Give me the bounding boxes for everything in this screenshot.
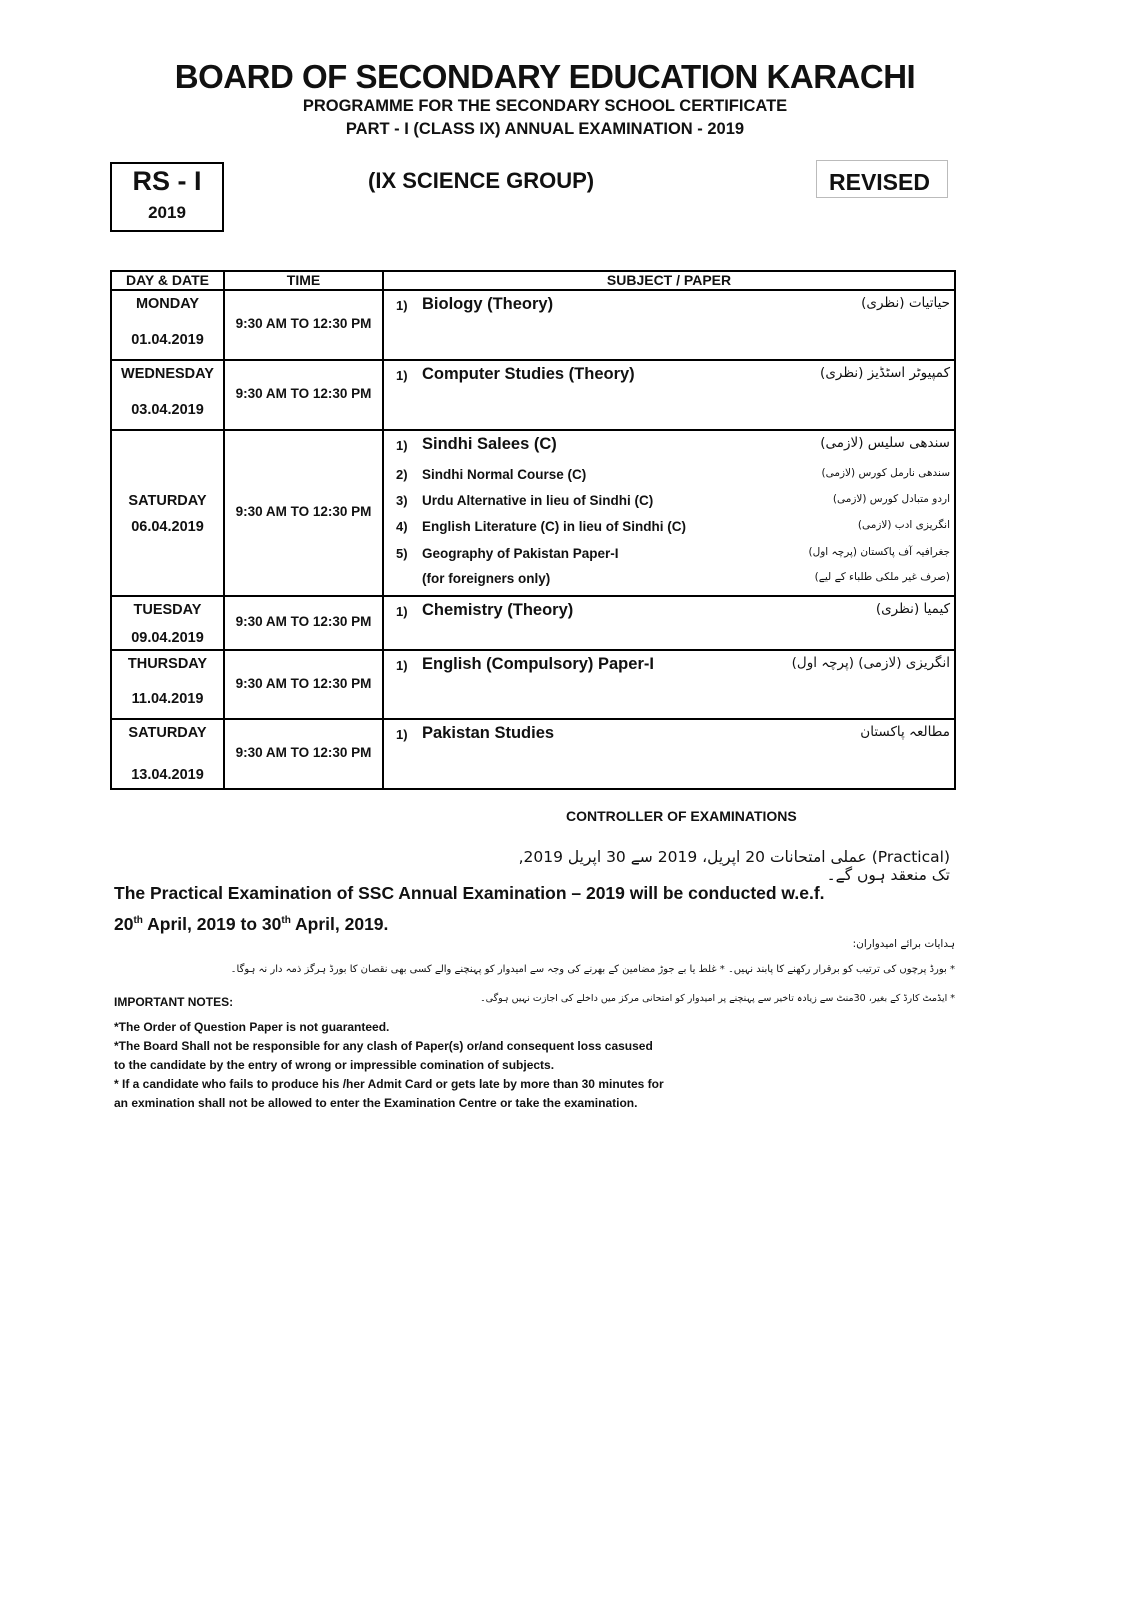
subject-name: English (Compulsory) Paper-I: [422, 655, 654, 673]
day-date-cell: [111, 360, 224, 430]
practical-middle: April, 2019 to 30: [142, 913, 282, 934]
subject-name-urdu: مطالعہ پاکستان: [860, 724, 950, 740]
subject-entry: [384, 655, 954, 677]
subject-name: Pakistan Studies: [422, 724, 555, 742]
day-date-cell: [111, 430, 224, 596]
important-notes: [114, 1018, 734, 1113]
subject-number: 4): [396, 519, 408, 534]
day-date-cell: [111, 650, 224, 719]
programme-subtitle: PROGRAMME FOR THE SECONDARY SCHOOL CERTIFICATE: [302, 97, 788, 115]
practical-end: April, 2019.: [290, 913, 389, 934]
group-title: (IX SCIENCE GROUP): [368, 168, 595, 193]
important-notes-label: IMPORTANT NOTES:: [114, 995, 234, 1009]
practical-line-2: [114, 907, 934, 938]
exam-date: 09.04.2019: [131, 630, 204, 646]
day-name: SATURDAY: [128, 725, 207, 741]
time-cell: [224, 290, 383, 360]
subject-entry: [384, 365, 954, 387]
practical-line-1: The Practical Examination of SSC Annual Examination – 2019 will be conducted w.e.f.: [114, 883, 825, 903]
subject-entry: [384, 519, 954, 541]
subject-name: Geography of Pakistan Paper-I: [422, 546, 619, 561]
subject-entry: [384, 571, 954, 593]
exam-date: 13.04.2019: [131, 767, 204, 783]
day-name: THURSDAY: [127, 656, 208, 672]
urdu-instructions-heading: ہدایات برائے امیدواران:: [852, 938, 955, 950]
practical-suffix-2: th: [281, 915, 291, 926]
note-line: *The Board Shall not be responsible for any clash of Paper(s) or/and consequent loss casused: [114, 1039, 653, 1053]
time-cell: [224, 650, 383, 719]
note-line: * If a candidate who fails to produce his /her Admit Card or gets late by more than 30 minutes for: [114, 1077, 664, 1091]
subject-number: 1): [396, 604, 408, 619]
subject-number: 1): [396, 727, 408, 742]
note-line: *The Order of Question Paper is not guaranteed.: [114, 1020, 390, 1034]
schedule-code-year: 2019: [148, 203, 186, 222]
note-line: an exmination shall not be allowed to enter the Examination Centre or take the examination.: [114, 1096, 638, 1110]
exam-date: 01.04.2019: [131, 332, 204, 348]
exam-time: 9:30 AM TO 12:30 PM: [235, 316, 372, 331]
urdu-instruction-2: * ایڈمٹ کارڈ کے بغیر، 30منٹ سے زیادہ تاخیر سے پہنچنے پر امیدوار کو امتحانی مرکز میں داخلے کی اجازت نہیں ہوگی۔: [480, 993, 955, 1004]
subject-cell: [383, 360, 955, 430]
table-header-row: [111, 271, 955, 290]
header-time: TIME: [224, 271, 383, 290]
subject-name: Urdu Alternative in lieu of Sindhi (C): [422, 493, 654, 508]
exam-time: 9:30 AM TO 12:30 PM: [235, 386, 372, 401]
subject-number: 2): [396, 467, 408, 482]
subject-name-urdu: انگریزی (لازمی) (پرچہ اول): [791, 655, 950, 671]
exam-time: 9:30 AM TO 12:30 PM: [235, 504, 372, 519]
subject-number: 1): [396, 368, 408, 383]
subject-cell: [383, 650, 955, 719]
subject-name: (for foreigners only): [422, 571, 551, 586]
schedule-code-box: [110, 162, 224, 232]
practical-notice-urdu: (Practical) عملی امتحانات 20 اپریل، 2019 سے 30 اپریل 2019, تک منعقد ہوں گے۔: [518, 848, 950, 884]
subject-entry: [384, 435, 954, 457]
time-cell: [224, 360, 383, 430]
time-cell: [224, 719, 383, 789]
subject-name: English Literature (C) in lieu of Sindhi (C): [422, 519, 686, 534]
subject-entry: [384, 601, 954, 623]
subject-number: 5): [396, 546, 408, 561]
subject-name-urdu: حیاتیات (نظری): [861, 295, 950, 311]
day-name: WEDNESDAY: [121, 366, 214, 382]
subject-name-urdu: انگریزی ادب (لازمی): [857, 519, 950, 531]
exam-date: 03.04.2019: [131, 402, 204, 418]
exam-time: 9:30 AM TO 12:30 PM: [235, 614, 372, 629]
subject-number: 3): [396, 493, 408, 508]
exam-date: 06.04.2019: [131, 519, 204, 535]
subject-name: Chemistry (Theory): [422, 601, 574, 619]
time-cell: [224, 430, 383, 596]
time-cell: [224, 596, 383, 650]
table-row: [111, 360, 955, 430]
table-row: [111, 650, 955, 719]
subject-name-urdu: سندھی سلیس (لازمی): [820, 435, 950, 451]
day-name: MONDAY: [135, 296, 200, 312]
subject-number: 1): [396, 298, 408, 313]
subject-name: Computer Studies (Theory): [422, 365, 635, 383]
subject-name-urdu: کیمیا (نظری): [875, 601, 950, 617]
subject-number: 1): [396, 658, 408, 673]
board-title: BOARD OF SECONDARY EDUCATION KARACHI: [174, 58, 916, 95]
controller-signature: CONTROLLER OF EXAMINATIONS: [566, 808, 797, 824]
subject-name-urdu: اردو متبادل کورس (لازمی): [832, 493, 950, 505]
day-date-cell: [111, 596, 224, 650]
practical-notice: [114, 880, 934, 938]
practical-start-day: 20: [114, 913, 134, 934]
subject-cell: [383, 290, 955, 360]
exam-schedule-table: [110, 270, 956, 790]
exam-date: 11.04.2019: [131, 691, 204, 707]
subject-name-urdu: سندھی نارمل کورس (لازمی): [821, 467, 950, 479]
table-row: [111, 290, 955, 360]
table-row: [111, 596, 955, 650]
exam-time: 9:30 AM TO 12:30 PM: [235, 745, 372, 760]
subject-cell: [383, 430, 955, 596]
subject-name: Sindhi Salees (C): [422, 435, 557, 453]
day-name: SATURDAY: [128, 493, 207, 509]
subject-name: Sindhi Normal Course (C): [422, 467, 587, 482]
subject-entry: [384, 295, 954, 317]
day-date-cell: [111, 719, 224, 789]
table-row: [111, 719, 955, 789]
header-subject: SUBJECT / PAPER: [383, 271, 955, 290]
subject-cell: [383, 719, 955, 789]
subject-name-urdu: کمپیوٹر اسٹڈیز (نظری): [820, 365, 950, 381]
day-date-cell: [111, 290, 224, 360]
schedule-code: RS - I: [132, 166, 202, 196]
subject-entry: [384, 493, 954, 515]
header-day-date: DAY & DATE: [111, 271, 224, 290]
subject-entry: [384, 724, 954, 746]
exam-subtitle: PART - I (CLASS IX) ANNUAL EXAMINATION - 2019: [345, 120, 745, 138]
note-line: to the candidate by the entry of wrong or impressible comination of subjects.: [114, 1058, 555, 1072]
subject-name: Biology (Theory): [422, 295, 554, 313]
practical-suffix-1: th: [133, 915, 143, 926]
subject-cell: [383, 596, 955, 650]
exam-time: 9:30 AM TO 12:30 PM: [235, 676, 372, 691]
revised-badge: REVISED: [816, 160, 948, 198]
subject-name-urdu: (صرف غیر ملکی طلباء کے لیے): [814, 571, 950, 583]
day-name: TUESDAY: [133, 602, 202, 618]
subject-entry: [384, 467, 954, 489]
subject-name-urdu: جغرافیہ آف پاکستان (پرچہ اول): [808, 546, 950, 558]
subject-number: 1): [396, 438, 408, 453]
subject-entry: [384, 546, 954, 568]
table-row: [111, 430, 955, 596]
urdu-instruction-1: * بورڈ پرچوں کی ترتیب کو برقرار رکھنے کا پابند نہیں۔ * غلط یا بے جوڑ مضامین کے بھرنے کی وجہ سے امیدوار کو پہنچنے والے کسی بھی نقصان کا بورڈ ہرگز ذمہ دار نہ ہوگا۔: [230, 964, 955, 975]
